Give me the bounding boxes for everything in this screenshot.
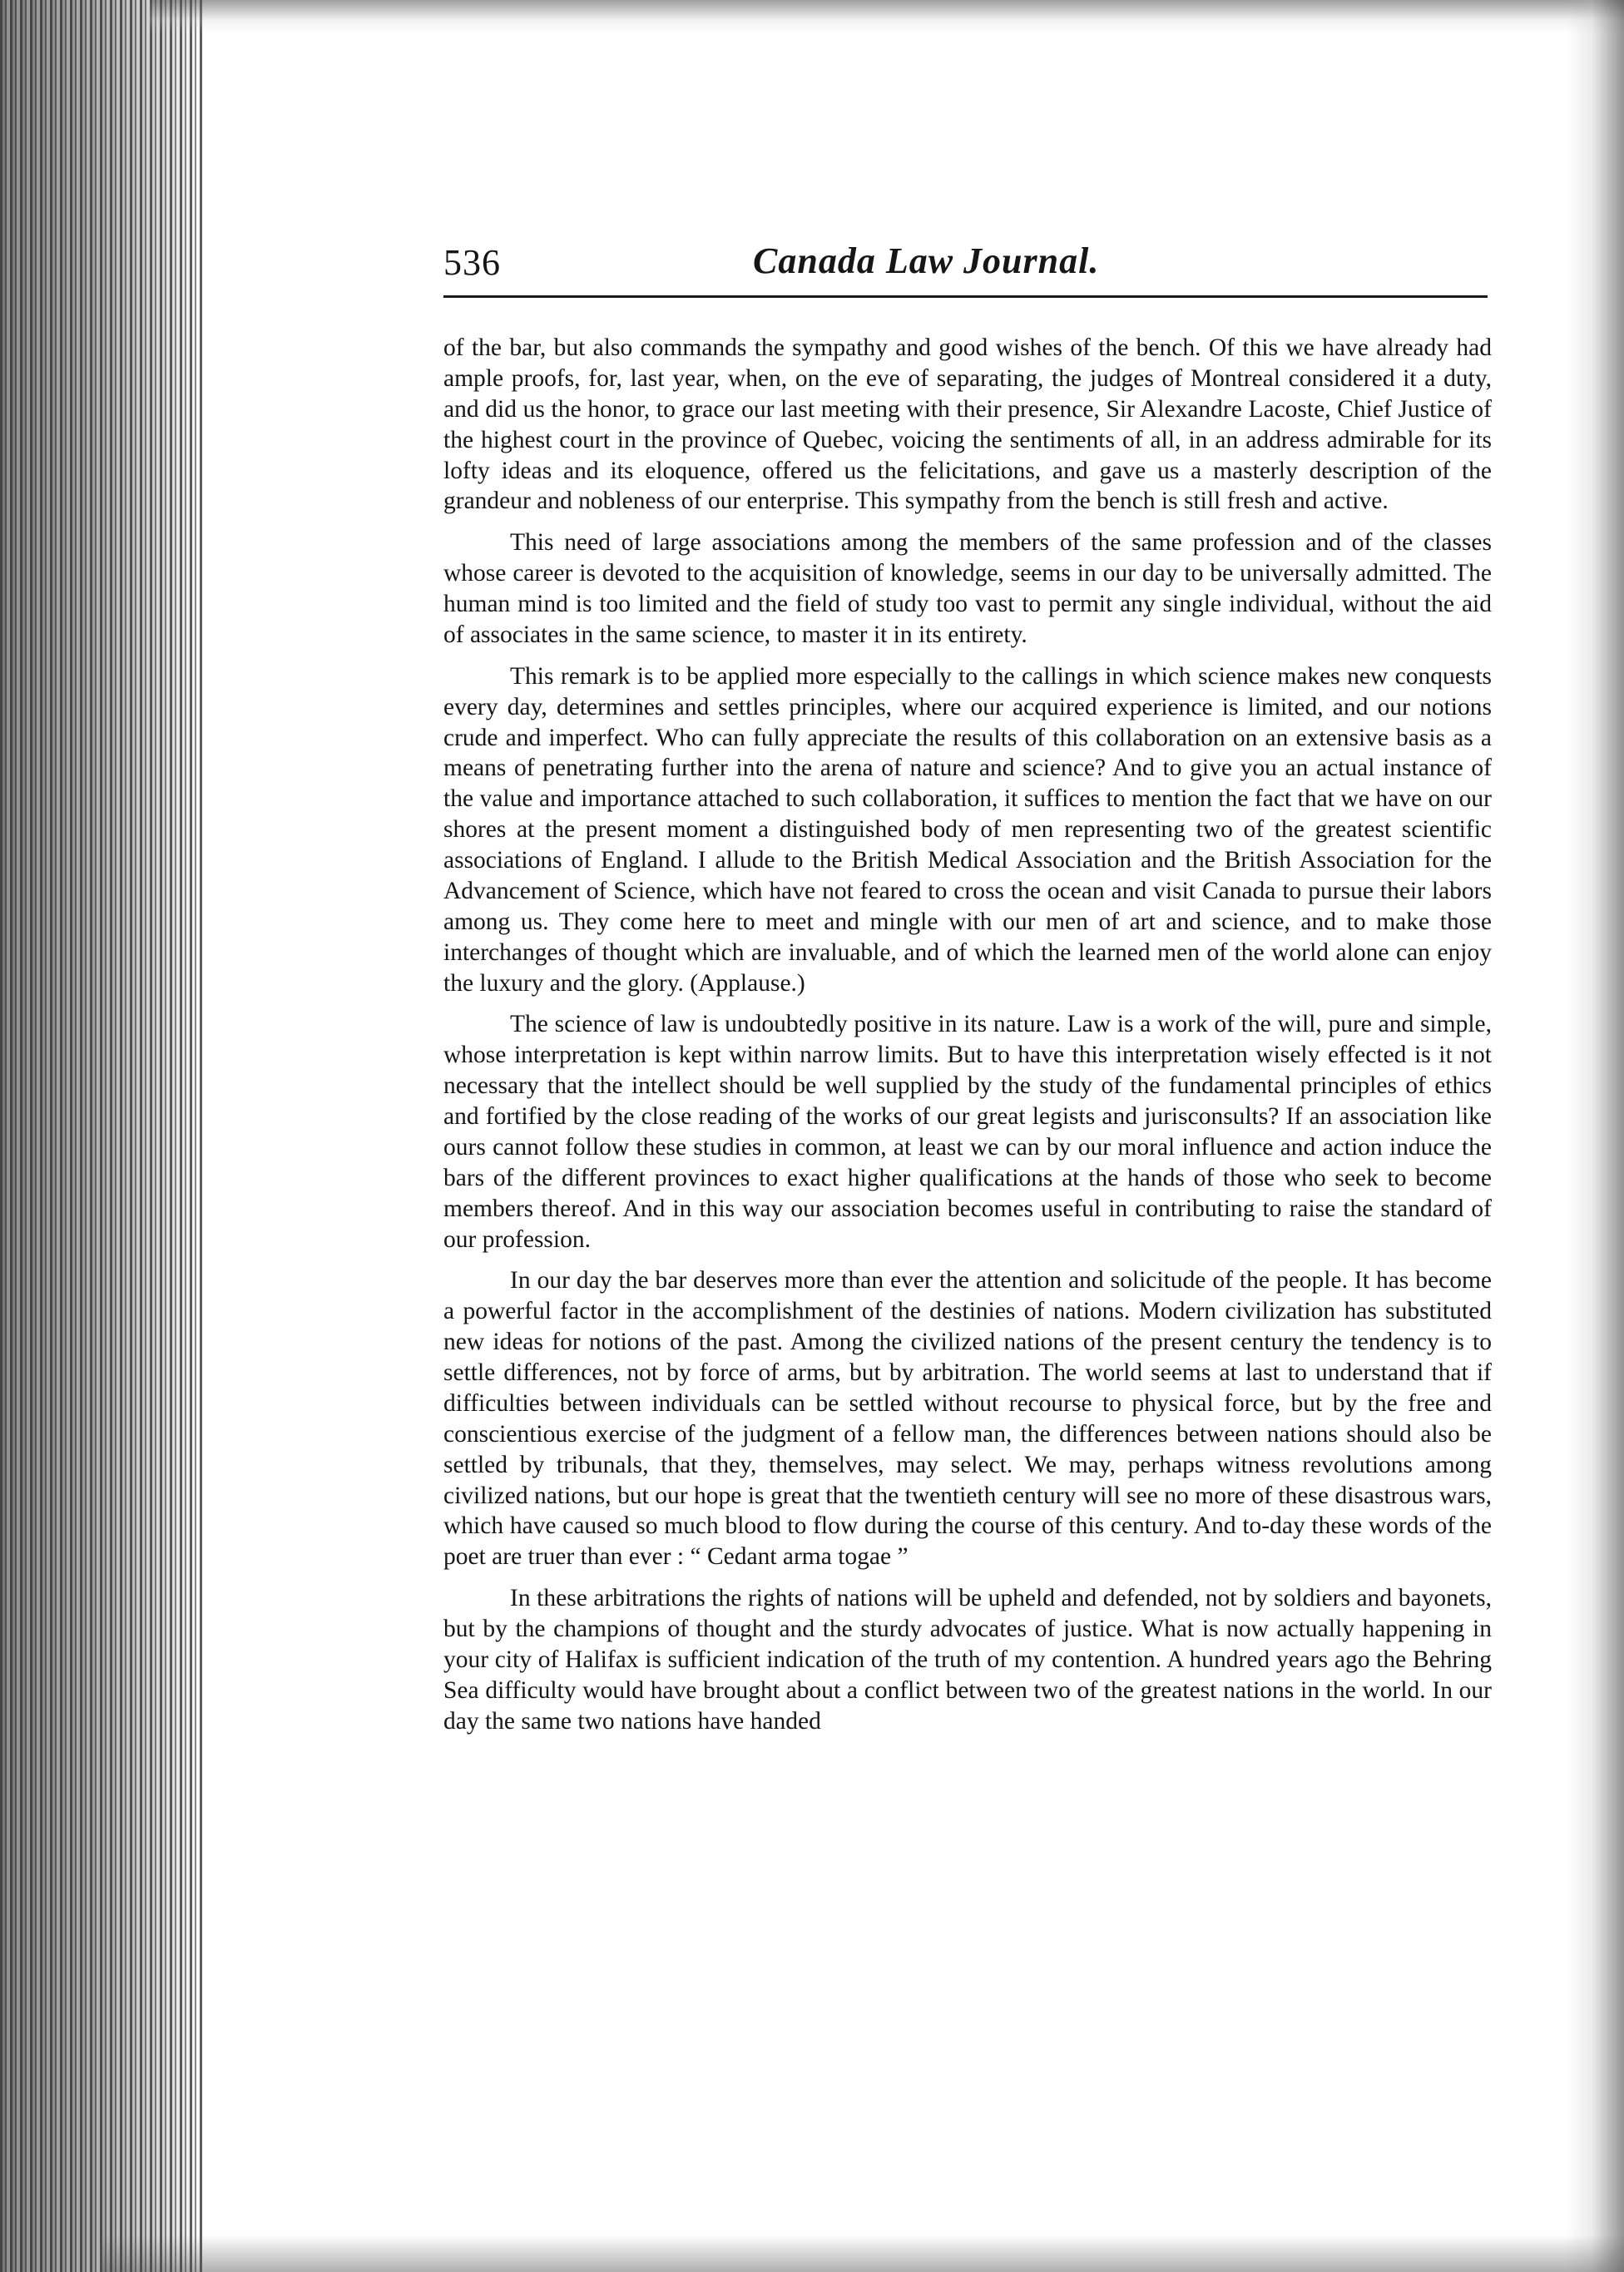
header-rule	[443, 295, 1488, 298]
scan-bottom-edge	[100, 2235, 1624, 2272]
paragraph: In these arbitrations the rights of nations will be upheld and defended, not by soldiers and bayonets, but by the champions of thought and the sturdy advocates of justice. What is now actually happening in your city of Halifax is sufficient indication of the truth of my contention. A hundred years ago the Behring Sea difficulty would have brought about a conflict between two of the greatest nations in the world. In our day the same two nations have handed	[443, 1585, 1492, 1735]
paragraph: This need of large associations among the members of the same profession and of the classes whose career is devoted to the acquisition of knowledge, seems in our day to be universally admitted. The human mind is too limited and the field of study too vast to permit any single individual, without the aid of associates in the same science, to master it in its entirety.	[443, 529, 1492, 648]
scan-right-edge	[1566, 0, 1624, 2272]
paragraph: The science of law is undoubtedly positive in its nature. Law is a work of the will, pure and simple, whose interpretation is kept within narrow limits. But to have this interpretation wisely effected is it not necessary that the intellect should be well supplied by the study of the fundamental principles of ethics and fortified by the close reading of the works of our great legists and jurisconsults? If an association like ours cannot follow these studies in common, at least we can by our moral influence and action induce the bars of the different provinces to exact higher qualifications at the hands of those who seek to become members thereof. And in this way our association becomes useful in contributing to raise the standard of our profession.	[443, 1011, 1492, 1253]
page-number: 536	[443, 242, 501, 283]
scan-left-edge	[0, 0, 204, 2272]
scan-top-edge	[150, 0, 1624, 33]
running-title: Canada Law Journal.	[753, 240, 1100, 281]
paragraph: This remark is to be applied more especially to the callings in which science makes new conquests every day, determines and settles principles, where our acquired experience is limited, and our notions crude and imperfect. Who can fully appreciate the results of this collaboration on an extensive basis as a means of penetrating further into the arena of nature and science? And to give you an actual instance of the value and importance attached to such collaboration, it suffices to mention the fact that we have on our shores at the present moment a distinguished body of men representing two of the greatest scientific associations of England. I allude to the British Medical Association and the British Association for the Advancement of Science, which have not feared to cross the ocean and visit Canada to pursue their labors among us. They come here to meet and mingle with our men of art and science, and to make those interchanges of thought which are invaluable, and of which the learned men of the world alone can enjoy the luxury and the glory. (Applause.)	[443, 662, 1492, 997]
paragraph: In our day the bar deserves more than ever the attention and solicitude of the people. It has become a powerful factor in the accomplishment of the destinies of nations. Modern civilization has substituted new ideas for notions of the past. Among the civilized nations of the present century the tendency is to settle differences, not by force of arms, but by arbitration. The world seems at last to understand that if difficulties between individuals can be settled without recourse to physical force, but by the free and conscientious exercise of the judgment of a fellow man, the differences between nations should also be settled by tribunals, that they, themselves, may select. We may, perhaps witness revolutions among civilized nations, but our hope is great that the twentieth century will see no more of these disastrous wars, which have caused so much blood to flow during the course of this century. And to-day these words of the poet are truer than ever : “ Cedant arma togae ”	[443, 1267, 1492, 1571]
paragraph: of the bar, but also commands the sympathy and good wishes of the bench. Of this we have already had ample proofs, for, last year, when, on the eve of separating, the judges of Montreal considered it a duty, and did us the honor, to grace our last meeting with their presence, Sir Alexandre Lacoste, Chief Justice of the highest court in the province of Quebec, voicing the sentiments of all, in an address admirable for its lofty ideas and its eloquence, offered us the felicitations, and gave us a masterly description of the grandeur and nobleness of our enterprise. This sympathy from the bench is still fresh and active.	[443, 334, 1492, 515]
article-body	[443, 333, 1492, 1748]
